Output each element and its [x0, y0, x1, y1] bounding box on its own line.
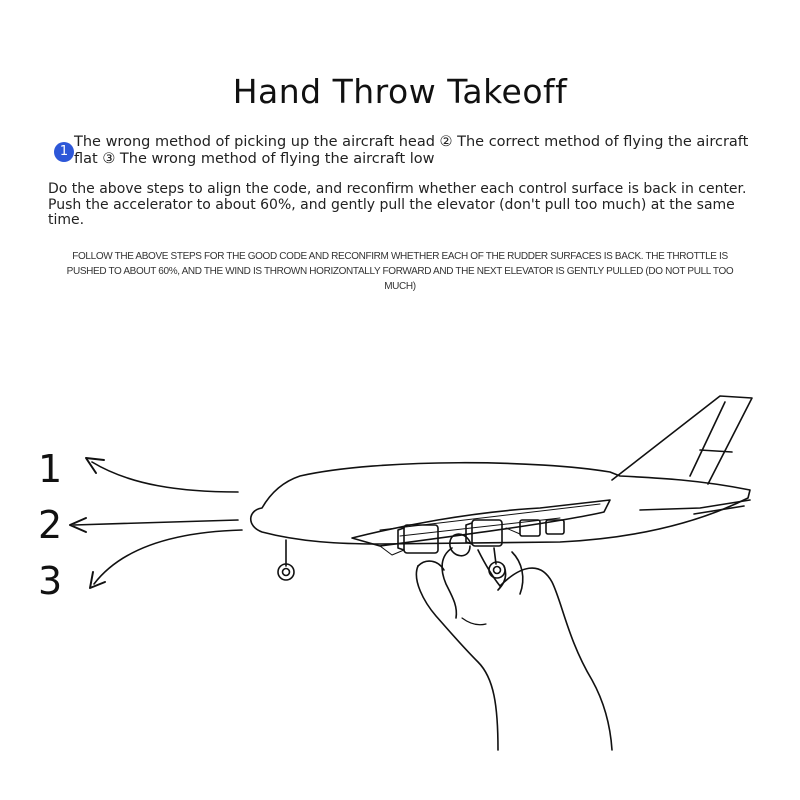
steps-description: The wrong method of picking up the aircraft head ② The correct method of flying the aircraft flat ③ The wrong method of flying the aircraft low	[74, 134, 749, 167]
caps-instructions-note: FOLLOW THE ABOVE STEPS FOR THE GOOD CODE AND RECONFIRM WHETHER EACH OF THE RUDDER SURFACES IS BACK. THE THROTTLE IS PUSHED TO ABOUT 60%, AND THE WIND IS THROWN HORIZONTALLY FORWARD AND THE NEXT ELEVATOR IS GENTLY PULLED (DO NOT PULL TOO MUCH)	[66, 251, 734, 292]
hand-throw-diagram	[0, 380, 800, 800]
airplane-illustration	[251, 396, 752, 580]
page-title: Hand Throw Takeoff	[232, 72, 568, 111]
step-number-badge: 1	[54, 142, 74, 162]
direction-labels	[38, 447, 62, 603]
arrow-2-level	[70, 518, 238, 532]
hand-illustration	[416, 534, 612, 750]
instructions-paragraph: Do the above steps to align the code, and reconfirm whether each control surface is back in center. Push the accelerator to about 60%, and gently pull the elevator (don't pull too much) at the same time.	[48, 181, 747, 228]
label-1: 1	[38, 447, 63, 491]
label-3: 3	[38, 559, 63, 603]
label-2: 2	[38, 503, 63, 547]
arrow-1-up	[86, 458, 238, 492]
arrow-3-down	[90, 530, 242, 588]
